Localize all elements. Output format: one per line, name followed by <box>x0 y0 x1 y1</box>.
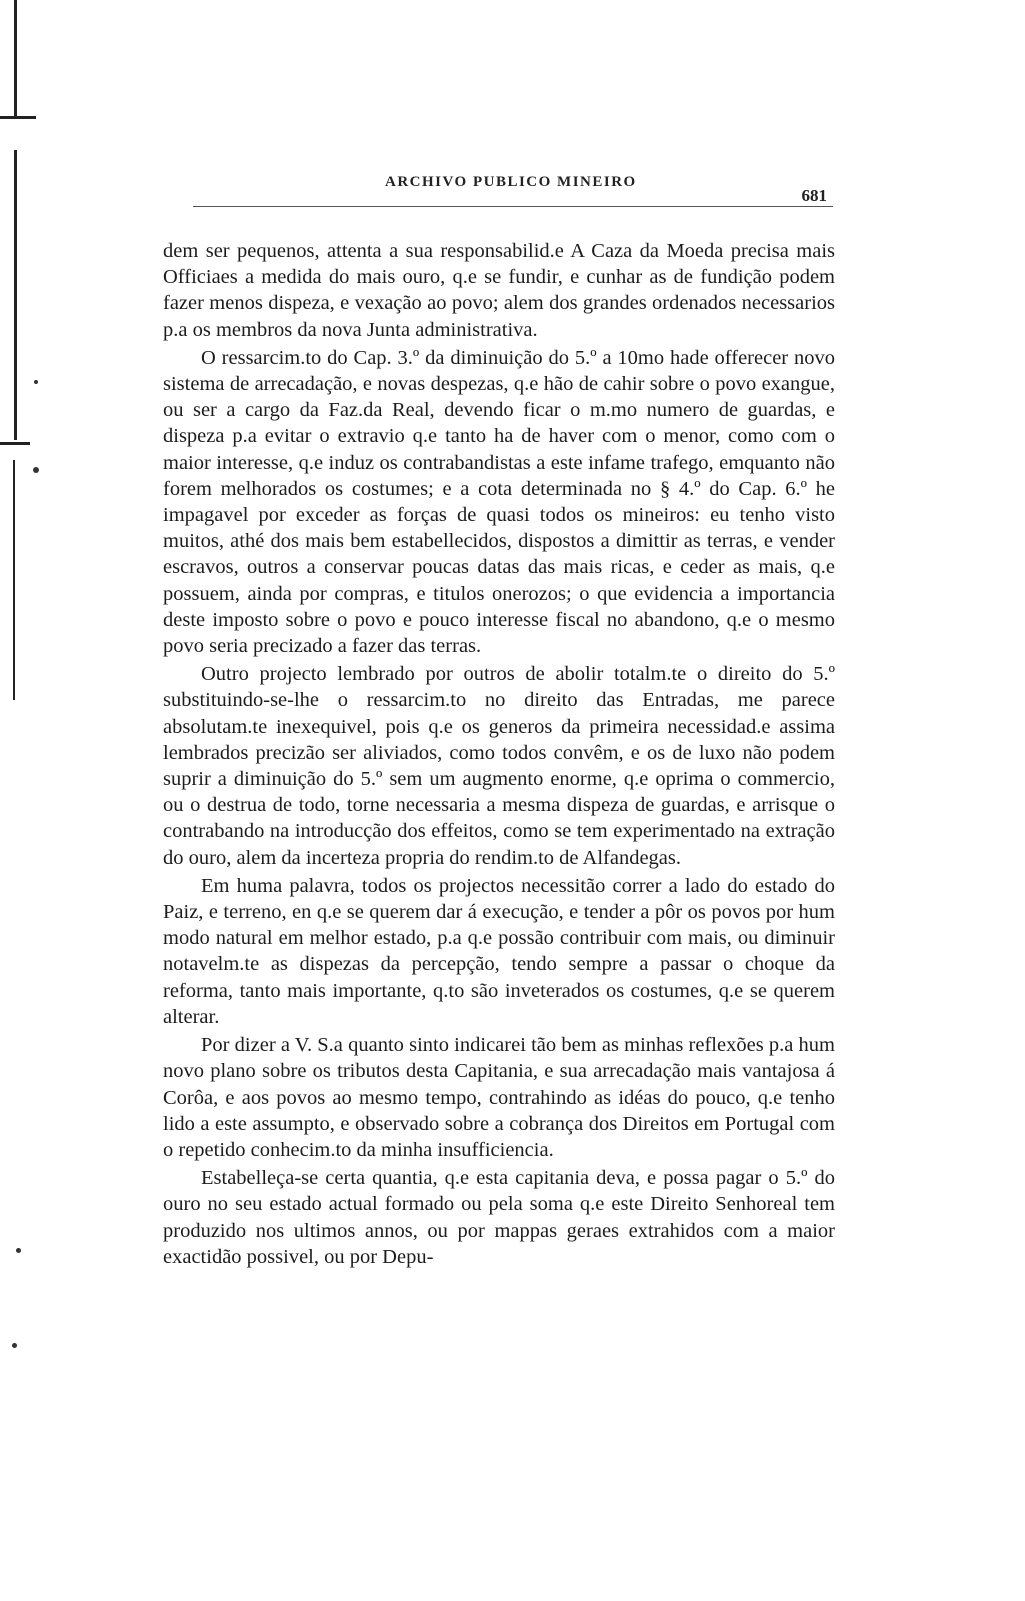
binding-mark-4 <box>12 1343 17 1348</box>
paragraph-1: dem ser pequenos, attenta a sua responsabilid.e A Caza da Moeda precisa mais Officiaes a medida do mais ouro, q.e se fundir, e cunhar as de fundição podem fazer menos dispeza, e vexação ao povo; alem dos grandes ordenados necessarios p.a os membros da nova Junta administrativa. <box>163 240 835 341</box>
paragraph-2: O ressarcim.to do Cap. 3.º da diminuição do 5.º a 10mo hade offerecer novo sistema de arrecadação, e novas despezas, q.e hão de cahir sobre o povo exangue, ou ser a cargo da Faz.da Real, devendo ficar o m.mo numero de guardas, e dispeza p.a evitar o extravio q.e tanto ha de haver com o menor, como com o maior interesse, q.e induz os contrabandistas a este infame trafego, emquanto não forem melhorados os costumes; e a cota determinada no § 4.º do Cap. 6.º he impagavel por exceder as forças de quasi todos os mineiros: eu tenho visto muitos, athé dos mais bem estabellecidos, dispostos a dimittir as terras, e vender escravos, outros a conservar poucas datas das mais ricas, e ceder as mais, q.e possuem, ainda por compras, e titulos onerozos; o que evidencia a importancia deste imposto sobre o povo e pouco interesse fiscal no abandono, q.e o mesmo povo seria precizado a fazer das terras. <box>163 346 835 658</box>
paragraph-3: Outro projecto lembrado por outros de abolir totalm.te o direito do 5.º substituindo-se-lhe o ressarcim.to no direito das Entradas, me parece absolutam.te inexequivel, pois q.e os generos da primeira necessidad.e assima lembrados precizão ser aliviados, como todos convêm, e os de luxo não podem suprir a diminuição do 5.º sem um augmento enorme, q.e oprima o commercio, ou o destrua de todo, torne necessaria a mesma dispeza de guardas, e arrisque o contrabando na introducção dos effeitos, como se tem experimentado na extração do ouro, alem da incerteza propria do rendim.to de Alfandegas. <box>163 663 835 869</box>
binding-tick-middle <box>0 442 30 445</box>
page-number: 681 <box>801 186 827 205</box>
binding-edge <box>0 0 40 1601</box>
body-text <box>163 238 835 1270</box>
binding-line-top <box>14 0 17 118</box>
paragraph-6: Estabelleça-se certa quantia, q.e esta capitania deva, e possa pagar o 5.º do ouro no seu estado actual formado ou pela soma q.e este Direito Senhoreal tem produzido nos ultimos annos, ou por mappas geraes extrahidos com a maior exactidão possivel, ou por Depu- <box>163 1167 835 1268</box>
binding-mark-1 <box>34 380 38 384</box>
paragraph-4: Em huma palavra, todos os projectos necessitão correr a lado do estado do Paiz, e terreno, en q.e se querem dar á execução, e tender a pôr os povos por hum modo natural em melhor estado, p.a q.e possão contribuir com mais, ou diminuir notavelm.te as dispezas da percepção, tendo sempre a passar o choque da reforma, tanto mais importante, q.to são inveterados os costumes, q.e se querem alterar. <box>163 874 835 1028</box>
binding-tick-top <box>0 116 36 119</box>
binding-mark-2 <box>33 467 39 473</box>
binding-line-lower <box>13 460 15 700</box>
running-header-title: ARCHIVO PUBLICO MINEIRO <box>385 174 637 190</box>
header-rule <box>193 206 833 207</box>
page-header <box>163 170 835 210</box>
binding-mark-3 <box>16 1248 21 1253</box>
binding-line-middle <box>14 150 17 440</box>
document-page <box>163 170 835 1272</box>
paragraph-5: Por dizer a V. S.a quanto sinto indicarei tão bem as minhas reflexões p.a hum novo plano sobre os tributos desta Capitania, e sua arrecadação mais vantajosa á Corôa, e aos povos ao mesmo tempo, contrahindo as idéas do pouco, q.e tenho lido a este assumpto, e observado sobre a cobrança dos Direitos em Portugal com o repetido conhecim.to da minha insufficiencia. <box>163 1034 835 1161</box>
